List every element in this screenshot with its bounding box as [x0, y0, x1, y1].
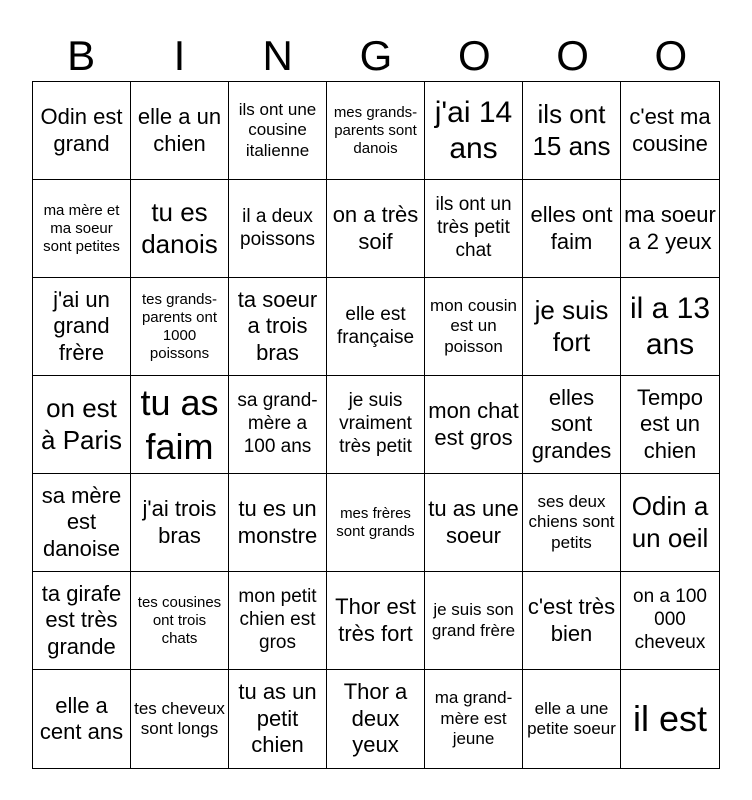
bingo-cell[interactable]: on a très soif [327, 180, 425, 278]
bingo-cell[interactable]: mes frères sont grands [327, 474, 425, 572]
bingo-cell[interactable]: je suis fort [523, 278, 621, 376]
bingo-cell[interactable]: il a deux poissons [229, 180, 327, 278]
bingo-cell[interactable]: ils ont un très petit chat [425, 180, 523, 278]
bingo-cell[interactable]: ils ont 15 ans [523, 82, 621, 180]
bingo-cell[interactable]: tu as un petit chien [229, 670, 327, 768]
bingo-cell[interactable]: Odin a un oeil [621, 474, 719, 572]
bingo-cell[interactable]: ses deux chiens sont petits [523, 474, 621, 572]
bingo-cell[interactable]: Thor est très fort [327, 572, 425, 670]
bingo-cell[interactable]: on est à Paris [33, 376, 131, 474]
bingo-cell[interactable]: mes grands-parents sont danois [327, 82, 425, 180]
bingo-cell[interactable]: elle a cent ans [33, 670, 131, 768]
header-letter-o-2: O [556, 32, 589, 79]
bingo-cell[interactable]: sa mère est danoise [33, 474, 131, 572]
bingo-cell[interactable]: j'ai 14 ans [425, 82, 523, 180]
bingo-cell[interactable]: elles ont faim [523, 180, 621, 278]
header-letter-o-1: O [457, 32, 491, 79]
bingo-cell[interactable]: ma grand-mère est jeune [425, 670, 523, 768]
bingo-cell[interactable]: il a 13 ans [621, 278, 719, 376]
bingo-cell[interactable]: ils ont une cousine italienne [229, 82, 327, 180]
bingo-cell[interactable]: il est [632, 698, 708, 740]
header-letter-b: B [67, 32, 96, 79]
bingo-cell[interactable]: elles sont grandes [523, 376, 621, 474]
bingo-board [32, 81, 720, 769]
bingo-cell[interactable]: Tempo est un chien [621, 376, 719, 474]
bingo-cell[interactable]: c'est ma cousine [621, 82, 719, 180]
bingo-cell[interactable]: ma mère et ma soeur sont petites [33, 180, 131, 278]
bingo-cell[interactable]: ma soeur a 2 yeux [621, 180, 719, 278]
bingo-cell[interactable]: tes grands-parents ont 1000 poissons [131, 278, 229, 376]
bingo-cell[interactable]: tu es un monstre [229, 474, 327, 572]
bingo-cell[interactable]: tu as une soeur [425, 474, 523, 572]
bingo-cell[interactable]: c'est très bien [523, 572, 621, 670]
bingo-cell[interactable]: j'ai un grand frère [33, 278, 131, 376]
bingo-cell[interactable]: elle est française [327, 278, 425, 376]
bingo-cell[interactable]: ta girafe est très grande [33, 572, 131, 670]
bingo-cell[interactable]: j'ai trois bras [131, 474, 229, 572]
bingo-cell[interactable]: mon cousin est un poisson [425, 278, 523, 376]
bingo-cell[interactable]: Thor a deux yeux [327, 670, 425, 768]
bingo-cell[interactable]: Odin est grand [33, 82, 131, 180]
header-letter-g: G [359, 32, 393, 79]
header-letter-i: I [173, 32, 186, 79]
bingo-cell[interactable]: je suis son grand frère [425, 572, 523, 670]
bingo-cell[interactable]: ta soeur a trois bras [229, 278, 327, 376]
bingo-cell[interactable]: elle a un chien [131, 82, 229, 180]
bingo-cell[interactable]: tu as faim [131, 376, 229, 474]
bingo-cell[interactable]: mon petit chien est gros [229, 572, 327, 670]
header-letter-o-3: O [654, 32, 688, 79]
bingo-cell[interactable]: elle a une petite soeur [523, 670, 621, 768]
bingo-cell[interactable]: sa grand-mère a 100 ans [229, 376, 327, 474]
header-letter-n: N [262, 32, 293, 79]
bingo-cell[interactable]: tes cheveux sont longs [131, 670, 229, 768]
bingo-cell[interactable]: mon chat est gros [425, 376, 523, 474]
bingo-cell[interactable]: je suis vraiment très petit [327, 376, 425, 474]
bingo-cell[interactable]: on a 100 000 cheveux [621, 572, 719, 670]
bingo-header [32, 30, 720, 82]
bingo-cell[interactable]: tu es danois [131, 180, 229, 278]
bingo-cell[interactable]: tes cousines ont trois chats [131, 572, 229, 670]
